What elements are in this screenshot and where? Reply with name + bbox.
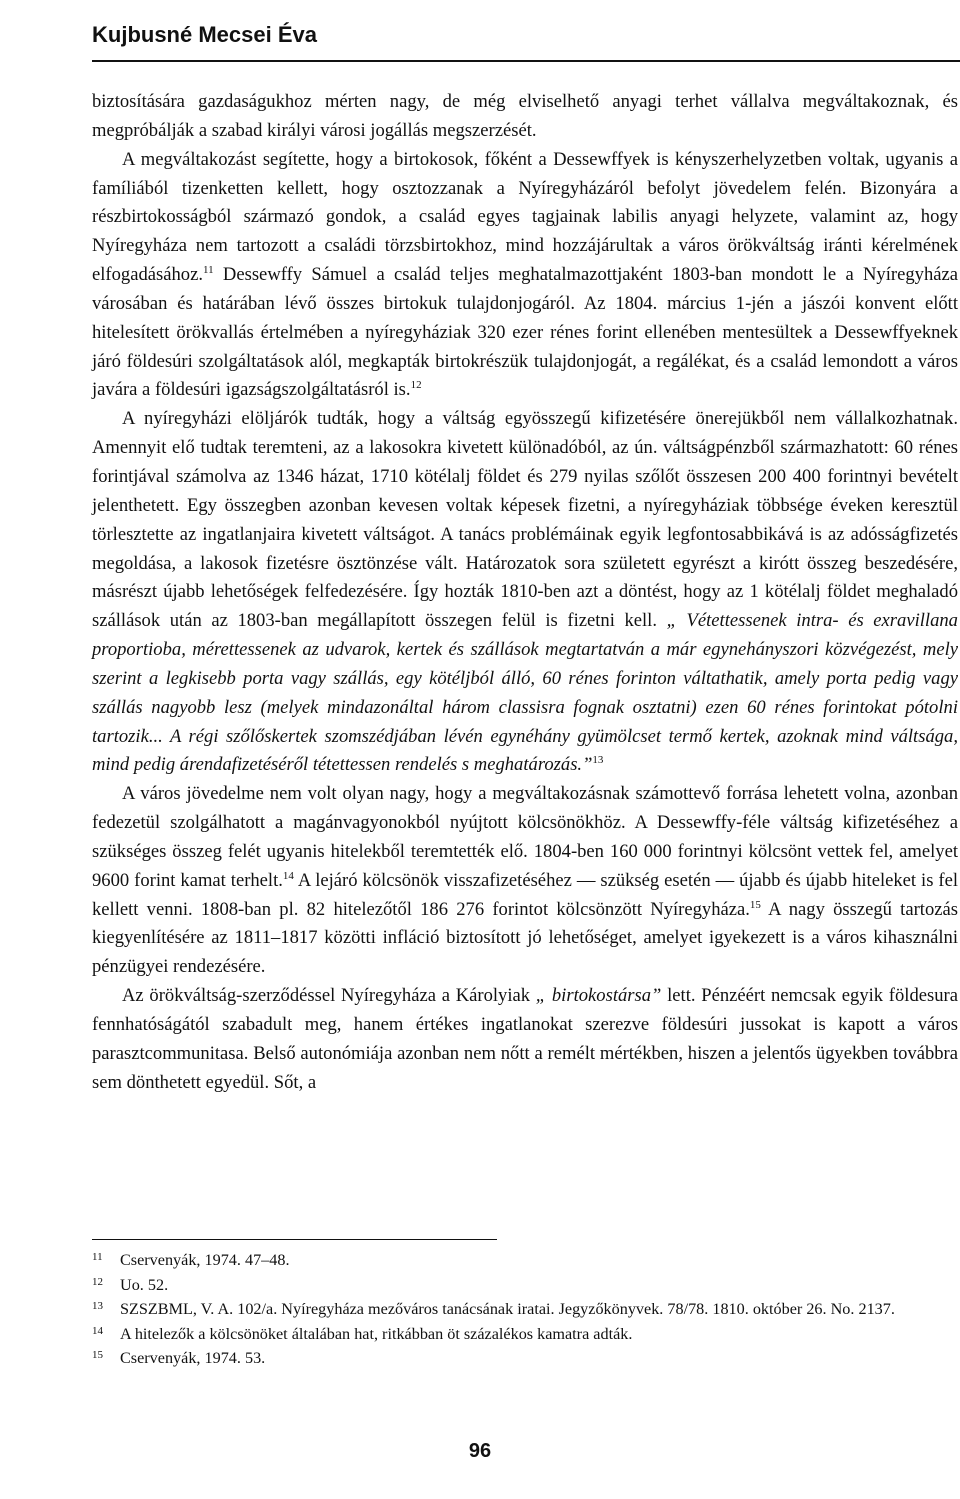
page-header: [92, 20, 960, 50]
paragraph-4-text-b: A lejáró kölcsönök visszafizetéséhez — szükség esetén — újabb és újabb hiteleket is fel kellett venni. 1808-ban pl. 82 hitelezőtől 186 276 forintot kölcsönzött Nyíregyháza.: [92, 869, 958, 920]
footnote-text: Cservenyák, 1974. 53.: [120, 1349, 266, 1367]
paragraph-4: [92, 780, 958, 982]
footnote-13: [92, 1297, 958, 1322]
footnote-separator: [92, 1239, 497, 1240]
footnote-text: Cservenyák, 1974. 47–48.: [120, 1251, 290, 1269]
paragraph-2-text-a: A megváltakozást segítette, hogy a birtokosok, főként a Dessewffyek is kényszerhelyzetben voltak, ugyanis a famíliából tizenketten kellett, hogy osztozzanak a Nyíregyházáról befolyt jövedelem felén. Bizonyára a részbirtokosságból származó gondok, a család egyes tagjainak labilis anyagi helyzete, valamint az, hogy Nyíregyháza nem tartozott a családi törzsbirtokhoz, mind hozzájárultak a város örökváltság iránti kérelmének elfogadásához.: [92, 148, 958, 286]
paragraph-3-quotation: „ Vétettessenek intra- és exravillana proportioba, mérettessenek az udvarok, kertek és szállások megtartatván a már egynehányszori közvégezést, mely szerint a legkisebb porta vagy szállás, egy kötéljból álló, 60 rénes forinton váltathatik, amely porta pedig vagy szállás nagyobb lesz (melyek mindazonáltal három classisra fognak osztatni) ezen 60 rénes forintokat pótolni tartozik... A régi szőlőskertek szomszédjában lévén egynéhány gyümölcset termő kertek, azoknak mind váltsága, mind pedig árendafizetéséről tétettessen rendelés s meghatározás.”: [92, 610, 958, 776]
footnote-ref-11[interactable]: 11: [203, 263, 214, 276]
footnote-text: Uo. 52.: [120, 1275, 169, 1294]
header-rule: [92, 60, 960, 62]
footnote-number: 11: [92, 1251, 103, 1263]
footnote-ref-12[interactable]: 12: [410, 379, 422, 392]
footnote-number: 15: [92, 1349, 103, 1361]
paragraph-5: [92, 982, 958, 1097]
footnote-number: 14: [92, 1324, 103, 1337]
paragraph-5-text-a: Az örökváltság-szerződéssel Nyíregyháza a Károlyiak: [122, 985, 536, 1007]
footnote-text: A hitelezők a kölcsönöket általában hat, ritkábban öt százalékos kamatra adták.: [120, 1324, 633, 1343]
footnote-12: [92, 1273, 958, 1298]
paragraph-2-text-b: Dessewffy Sámuel a család teljes meghatalmazottjaként 1803-ban mondott le a Nyíregyháza városában és határában lévő összes birtokuk tulajdonjogáról. Az 1804. március 1-jén a jászói konvent előtt hitelesített örökvallás értelmében a nyíregyháziak 320 ezer rénes forint ellenében mentesültek a Dessewffyeknek járó földesúri szolgáltatások alól, megkapták birtokrészük tulajdonjogát, a regálékat, és a család lemondott a város javára a földesúri igazságszolgáltatásról is.: [92, 264, 958, 401]
paragraph-4-text-c: A nagy összegű tartozás kiegyenlítésére az 1811–1817 közötti infláció biztosított jó lehetőséget, amelyet igyekezett is a város kihasználni pénzügyei rendezésére.: [92, 898, 958, 978]
paragraph-5-emphasis: „ birtokostársa”: [535, 985, 662, 1007]
footnote-ref-14[interactable]: 14: [282, 869, 294, 882]
footnote-15: [92, 1346, 958, 1371]
paragraph-2: [92, 146, 958, 406]
paragraph-1: [92, 88, 958, 146]
running-head-author: Kujbusné Mecsei Éva: [92, 22, 317, 47]
paragraph-5-text-b: lett. Pénzéért nemcsak egyik földesura fennhatóságától szabadult meg, hanem értékes ingatlanokat szerezve földesúri jussokat is kapott a város parasztcommunitasa. Belső autonómiája azonban nem nőtt a remélt mértékben, hiszen a jelentős ügyekben továbbra sem dönthetett egyedül. Sőt, a: [92, 985, 958, 1093]
footnote-text: SZSZBML, V. A. 102/a. Nyíregyháza mezőváros tanácsának iratai. Jegyzőkönyvek. 78/78. 1810. október 26. No. 2137.: [120, 1300, 895, 1318]
footnote-14: [92, 1322, 958, 1347]
footnote-number: 13: [92, 1300, 103, 1312]
paragraph-4-text-a: A város jövedelme nem volt olyan nagy, hogy a megváltakozásnak számottevő forrása lehetett volna, azonban fedezetül szolgálhatott a magánvagyonokból nyújtott kölcsönökhöz. A Dessewffy-féle váltság kifizetéséhez a szükséges összeg felét ugyanis hitelekből teremtették elő. 1804-ben 160 000 forintnyi kölcsönt vettek fel, amelyet 9600 forint kamat terhelt.: [92, 783, 958, 891]
paragraph-1-text: biztosítására gazdaságukhoz mérten nagy, de még elviselhető anyagi terhet vállalva megváltakoznak, és megpróbálják a szabad királyi városi jogállás megszerzését.: [92, 91, 958, 141]
paragraph-3-text: A nyíregyházi elöljárók tudták, hogy a váltság egyösszegű kifizetésére önerejükből nem vállalkozhatnak. Amennyit elő tudtak teremteni, az a lakosokra kivetett különadóból, az ún. váltságpénzből származhatott: 60 rénes forintjával számolva az 1346 házat, 1710 kötélalj földet és 279 nyilas szőlőt összesen 200 400 forintnyi bevételt jelenthetett. Egy összegben azonban kevesen voltak képesek fizetni, a nyíregyháziak többsége éveken keresztül törlesztette az ingatlanjaira kivetett váltságot. A tanács problémáinak egyik legfontosabbikává is az adósságfizetés megoldása, a lakosok fizetésre ösztönzése vált. Határozatok sora született egyrészt a kirótt összeg beszedésére, másrészt újabb lehetőségek felfedezésére. Így hozták 1810-ben azt a döntést, hogy az 1 kötélalj földet meghaladó szállások után az 1803-ban megállapított összegen felül is fizetni kell.: [92, 408, 958, 632]
footnotes: [92, 1248, 958, 1371]
footnote-ref-15[interactable]: 15: [749, 898, 761, 911]
paragraph-3: [92, 405, 958, 780]
page-number: 96: [468, 1440, 492, 1462]
footnote-number: 12: [92, 1275, 103, 1288]
footnote-11: [92, 1248, 958, 1273]
footnote-ref-13[interactable]: 13: [592, 754, 604, 767]
main-text: [92, 88, 958, 1098]
